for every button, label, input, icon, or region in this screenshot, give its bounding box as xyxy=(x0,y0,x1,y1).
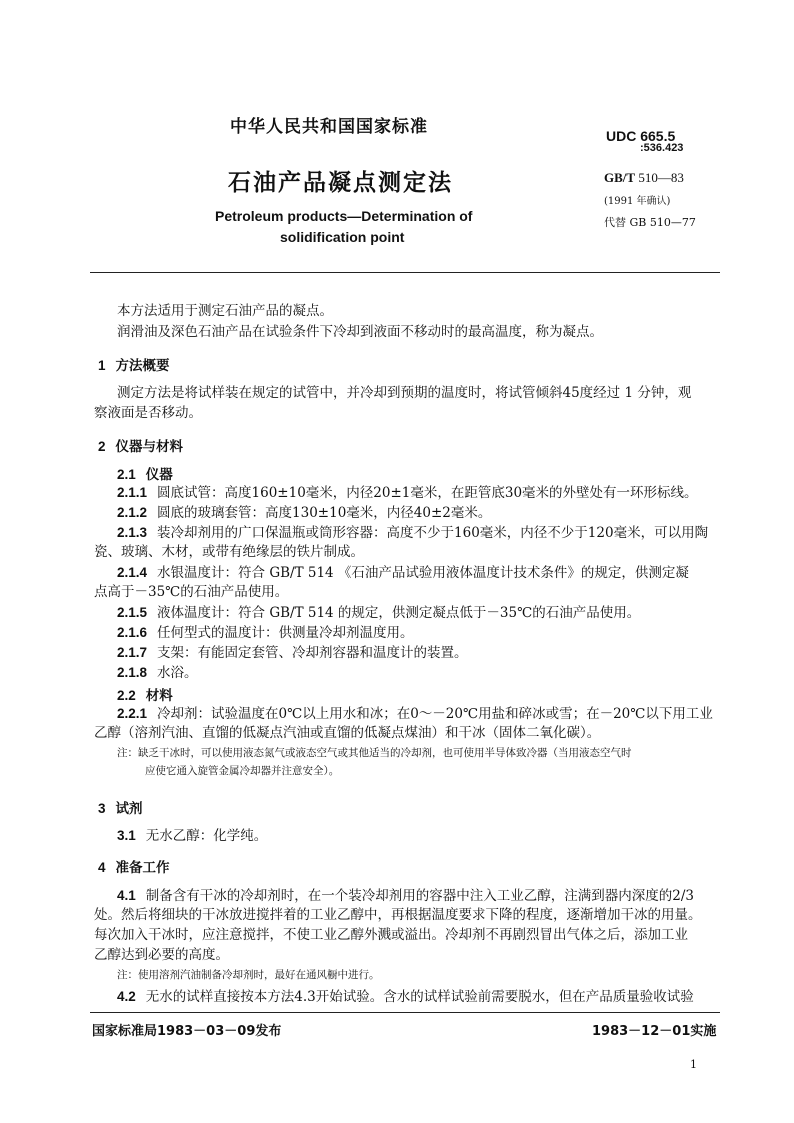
udc-code: UDC 665.5 xyxy=(606,128,676,144)
item-number: 3.1 xyxy=(117,828,136,843)
subsection-number: 2.2 xyxy=(117,688,136,703)
item-2-2-1-cont: 乙醇（溶剂汽油、直馏的低凝点汽油或直馏的低凝点煤油）和干冰（固体二氧化碳）。 xyxy=(94,725,601,741)
sec1-line-1: 测定方法是将试样装在规定的试管中，并冷却到预期的温度时，将试管倾斜45度经过 1 分钟，观 xyxy=(117,385,692,401)
page-number: 1 xyxy=(690,1058,697,1071)
item-text: 无水的试样直接按本方法4.3开始试验。含水的试样试验前需要脱水，但在产品质量验收试验 xyxy=(145,989,694,1005)
section-title: 方法概要 xyxy=(115,358,170,374)
item-2-2-1 xyxy=(117,704,713,724)
item-4-1-cont-2: 每次加入干冰时，应注意搅拌，不使工业乙醇外溅或溢出。冷却剂不再剧烈冒出气体之后，添加工业 xyxy=(94,927,688,943)
standard-number-value: 510—83 xyxy=(638,170,684,185)
standard-org: 中华人民共和国国家标准 xyxy=(230,117,428,137)
item-4-1-cont-1: 处。然后将细块的干冰放进搅拌着的工业乙醇中，再根据温度要求下降的程度，逐渐增加干冰的用量。 xyxy=(94,907,702,923)
footer-divider xyxy=(90,1012,720,1013)
item-text: 任何型式的温度计：供测量冷却剂温度用。 xyxy=(157,625,414,641)
confirm-year: (1991 年确认) xyxy=(604,196,671,207)
intro-line-2: 润滑油及深色石油产品在试验条件下冷却到液面不移动时的最高温度，称为凝点。 xyxy=(117,324,603,340)
item-3-1 xyxy=(117,826,267,846)
section-4-heading xyxy=(98,856,170,876)
item-2-1-3-cont: 瓷、玻璃、木材，或带有绝缘层的铁片制成。 xyxy=(94,544,364,560)
note-line-1: 注：缺乏干冰时，可以使用液态氮气或液态空气或其他适当的冷却剂，也可使用半导体致冷器（当用液态空气时 xyxy=(117,747,632,759)
section-3-heading xyxy=(98,797,143,817)
item-2-1-8 xyxy=(117,663,198,683)
section-1-heading xyxy=(98,354,170,374)
standard-prefix: GB/T xyxy=(604,170,636,185)
item-2-1-4 xyxy=(117,563,689,583)
item-number: 2.2.1 xyxy=(117,706,148,721)
item-number: 2.1.3 xyxy=(117,525,148,540)
intro-line-1: 本方法适用于测定石油产品的凝点。 xyxy=(117,303,333,319)
item-text: 圆底的玻璃套管：高度130±10毫米，内径40±2毫米。 xyxy=(157,505,492,521)
issue-date: 国家标准局1983－03－09发布 xyxy=(92,1024,282,1039)
section-number: 1 xyxy=(98,358,106,373)
udc-code-sub: :536.423 xyxy=(640,142,684,154)
sec1-line-2: 察液面是否移动。 xyxy=(94,405,202,421)
section-title: 仪器与材料 xyxy=(115,439,184,455)
item-text: 冷却剂：试验温度在0℃以上用水和冰；在0～－20℃用盐和碎冰或雪；在－20℃以下用工业 xyxy=(157,706,713,722)
subsection-title: 材料 xyxy=(145,688,173,704)
item-text: 装冷却剂用的广口保温瓶或筒形容器：高度不少于160毫米，内径不少于120毫米，可以用陶 xyxy=(157,525,709,541)
item-2-1-6 xyxy=(117,623,414,643)
item-text: 水浴。 xyxy=(157,665,198,681)
section-number: 3 xyxy=(98,801,106,816)
section-2-heading xyxy=(98,435,183,455)
section-number: 2 xyxy=(98,439,106,454)
subsection-title: 仪器 xyxy=(145,467,173,483)
subsection-number: 2.1 xyxy=(117,467,136,482)
item-4-1-cont-3: 乙醇达到必要的高度。 xyxy=(94,947,229,963)
item-text: 圆底试管：高度160±10毫米，内径20±1毫米，在距管底30毫米的外壁处有一环形标线。 xyxy=(157,485,698,501)
item-number: 2.1.2 xyxy=(117,505,148,520)
item-number: 2.1.7 xyxy=(117,645,148,660)
effective-date: 1983－12－01实施 xyxy=(592,1024,717,1039)
item-4-1 xyxy=(117,886,694,906)
item-text: 水银温度计：符合 GB/T 514 《石油产品试验用液体温度计技术条件》的规定，供测定凝 xyxy=(157,565,689,581)
item-number: 4.2 xyxy=(117,989,136,1004)
item-number: 4.1 xyxy=(117,888,136,903)
subsection-2-2-heading xyxy=(117,684,173,704)
item-number: 2.1.5 xyxy=(117,605,148,620)
header-divider xyxy=(90,272,720,273)
section-title: 准备工作 xyxy=(115,860,170,876)
item-4-2 xyxy=(117,987,694,1007)
item-number: 2.1.4 xyxy=(117,565,148,580)
item-2-1-5 xyxy=(117,603,640,623)
item-2-1-4-cont: 点高于－35℃的石油产品使用。 xyxy=(94,584,289,600)
standard-number xyxy=(604,170,684,186)
document-title-en-line1: Petroleum products—Determination of xyxy=(215,208,473,224)
item-number: 2.1.8 xyxy=(117,665,148,680)
note-line-2: 应使它通入旋管金属冷却器并注意安全）。 xyxy=(145,765,340,777)
section-number: 4 xyxy=(98,860,106,875)
item-2-1-1 xyxy=(117,483,698,503)
document-title-cn: 石油产品凝点测定法 xyxy=(228,170,453,196)
document-title-en-line2: solidification point xyxy=(280,229,405,245)
item-text: 支架：有能固定套管、冷却剂容器和温度计的装置。 xyxy=(157,645,468,661)
item-text: 液体温度计：符合 GB/T 514 的规定，供测定凝点低于－35℃的石油产品使用。 xyxy=(157,605,641,621)
item-2-1-2 xyxy=(117,503,491,523)
item-number: 2.1.6 xyxy=(117,625,148,640)
subsection-2-1-heading xyxy=(117,463,173,483)
note-solvent: 注：使用溶剂汽油制备冷却剂时，最好在通风橱中进行。 xyxy=(117,969,380,981)
item-number: 2.1.1 xyxy=(117,485,148,500)
item-2-1-7 xyxy=(117,643,468,663)
item-text: 无水乙醇：化学纯。 xyxy=(145,828,268,844)
item-text: 制备含有干冰的冷却剂时，在一个装冷却剂用的容器中注入工业乙醇，注满到器内深度的2/3 xyxy=(145,888,695,904)
item-2-1-3 xyxy=(117,523,708,543)
section-title: 试剂 xyxy=(115,801,143,817)
replaces-standard: 代替 GB 510—77 xyxy=(604,216,696,229)
